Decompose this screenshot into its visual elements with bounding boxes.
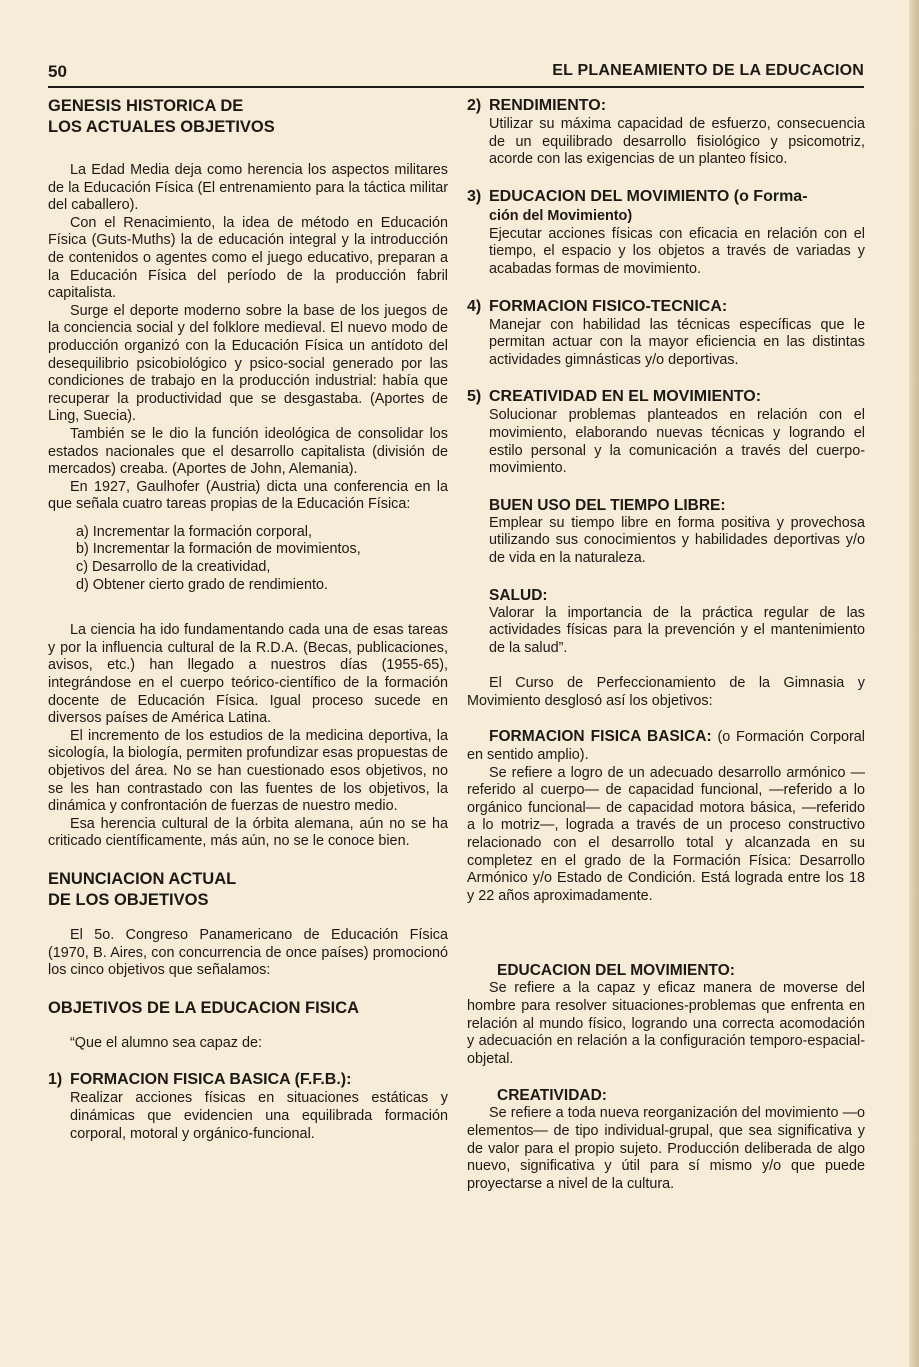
heading-line: GENESIS HISTORICA DE bbox=[48, 97, 244, 115]
paragraph: Esa herencia cultural de la órbita alemana, aún no se ha criticado científicamente, más aún, no se le conoce bien. bbox=[48, 815, 448, 850]
list-item: a) Incrementar la formación corporal, bbox=[76, 523, 312, 540]
objective-number: 4) bbox=[467, 297, 482, 315]
ffb-heading bbox=[467, 728, 865, 764]
left-column bbox=[48, 96, 448, 1143]
creatividad-body: Se refiere a toda nueva reorganización del movimiento —o elementos— de tipo individual-grupal, que sea significativa y de valor para el propio sujeto. Producción deliberada de algo nuevo, significativa y útil para sí mismo y/o que puede proyectarse a nivel de la cultura. bbox=[467, 1105, 865, 1192]
objective-body: Utilizar su máxima capacidad de esfuerzo, consecuencia de un equilibrado desarrollo fisiológico y psicomotriz, acorde con las exigencias de un planteo físico. bbox=[489, 116, 865, 168]
objective-body: Solucionar problemas planteados en relación con el movimiento, elaborando nuevas técnicas y logrando el estilo personal y la comunicación a través del cuerpo-movimiento. bbox=[489, 407, 865, 477]
objective-number: 2) bbox=[467, 97, 482, 114]
ffb-body: Se refiere a logro de un adecuado desarrollo armónico —referido al cuerpo— de capacidad funcional, —referido a lo orgánico funcional— de capacidad motora básica, —referido a lo motriz—, lograda a través de un proceso constructivo relacionado con el desarrollo total y alcanzada en su completez en el grado de la Formación Física: Desarrollo Armónico y/o Estado de Condición. Está lograda entre los 18 y 22 años aproximadamente. bbox=[467, 764, 865, 904]
page-edge-shadow bbox=[909, 0, 919, 1367]
objective-title bbox=[467, 96, 865, 116]
objective-title-text: RENDIMIENTO: bbox=[489, 97, 607, 114]
paragraph: Con el Renacimiento, la idea de método en Educación Física (Guts-Muths) la de educación integral y la introducción de contenidos o agentes como el juego educativo, preparan a la Educación Física del período de la producción fabril capitalista. bbox=[48, 214, 448, 302]
objective-title-text: FORMACION FISICA BASICA (F.F.B.): bbox=[70, 1071, 352, 1089]
paragraph: La Edad Media deja como herencia los aspectos militares de la Educación Física (El entrenamiento para la táctica militar del caballero). bbox=[48, 162, 448, 214]
objective-title bbox=[48, 1070, 448, 1090]
objective-5 bbox=[467, 387, 865, 477]
running-title: EL PLANEAMIENTO DE LA EDUCACION bbox=[552, 62, 864, 79]
page-number: 50 bbox=[48, 62, 67, 81]
quote-intro: “Que el alumno sea capaz de: bbox=[70, 1034, 262, 1051]
paragraph: En 1927, Gaulhofer (Austria) dicta una conferencia en la que señala cuatro tareas propias de la Educación Física: bbox=[48, 478, 448, 513]
salud-heading: SALUD: bbox=[489, 586, 548, 604]
educacion-movimiento-body: Se refiere a la capaz y eficaz manera de moverse del hombre para resolver situaciones-problemas que enfrenta en relación al mundo físico, logrando una correcta acomodación y adecuación en relación a la configuración temporo-espacial-objetal. bbox=[467, 980, 865, 1067]
objective-title bbox=[467, 297, 865, 317]
objective-number: 3) bbox=[467, 187, 482, 205]
objective-body: Realizar acciones físicas en situaciones estáticas y dinámicas que evidencien una equilibrada formación corporal, motoral y orgánico-funcional. bbox=[70, 1090, 448, 1142]
objective-title-text: CREATIVIDAD EN EL MOVIMIENTO: bbox=[489, 388, 762, 406]
curso-paragraph: El Curso de Perfeccionamiento de la Gimnasia y Movimiento desglosó así los objetivos: bbox=[467, 675, 865, 709]
list-item: b) Incrementar la formación de movimientos, bbox=[76, 541, 361, 558]
paragraph: También se le dio la función ideológica de consolidar los estados nacionales que el desarrollo capitalista (división de mercados) creaba. (Aportes de John, Alemania). bbox=[48, 425, 448, 478]
objective-title-text: EDUCACION DEL MOVIMIENTO (o Forma- bbox=[489, 187, 808, 205]
creatividad-heading: CREATIVIDAD: bbox=[497, 1087, 607, 1105]
paragraph: El incremento de los estudios de la medicina deportiva, la sicología, la biología, permiten profundizar esas propuestas de objetivos del área. No se han cuestionado esos objetivos, no se les han contrastado con las fuentes de los objetivos, la dinámica y confrontación de fuerzas de nuestro medio. bbox=[48, 727, 448, 815]
objective-title-text: FORMACION FISICO-TECNICA: bbox=[489, 297, 728, 315]
tasks-list bbox=[48, 524, 448, 594]
objective-number: 1) bbox=[48, 1071, 63, 1089]
tiempo-libre-heading: BUEN USO DEL TIEMPO LIBRE: bbox=[489, 496, 726, 514]
section-heading-enunciacion bbox=[48, 869, 448, 911]
objective-title bbox=[467, 387, 865, 407]
page-header bbox=[48, 62, 864, 88]
right-column bbox=[467, 96, 865, 1193]
objective-number: 5) bbox=[467, 388, 482, 406]
list-item: d) Obtener cierto grado de rendimiento. bbox=[76, 576, 328, 593]
list-item: c) Desarrollo de la creatividad, bbox=[76, 559, 271, 576]
paragraph: El 5o. Congreso Panamericano de Educación Física (1970, B. Aires, con concurrencia de once países) promocionó los cinco objetivos que señalamos: bbox=[48, 926, 448, 979]
ffb-title: FORMACION FISICA BASICA: bbox=[489, 728, 712, 746]
objective-title bbox=[467, 187, 865, 207]
section-heading-genesis bbox=[48, 96, 448, 138]
paragraph: La ciencia ha ido fundamentando cada una de esas tareas y por la influencia cultural de la R.D.A. (Becas, publicaciones, avisos, etc.) han llegado a nuestros días (1955-65), integrándose en el cuerpo teórico-científico de la formación docente de Educación Física. Igual proceso sucede en diversos países de América Latina. bbox=[48, 622, 448, 727]
objective-4 bbox=[467, 297, 865, 370]
ffb-title-rest: (o Formación Corporal en sentido amplio). bbox=[467, 729, 866, 764]
educacion-movimiento-heading: EDUCACION DEL MOVIMIENTO: bbox=[497, 962, 735, 980]
objective-2 bbox=[467, 96, 865, 169]
objective-body: Ejecutar acciones físicas con eficacia en relación con el tiempo, el espacio y los objetos a través de variadas y acabadas formas de movimiento. bbox=[489, 225, 865, 277]
paragraph: Surge el deporte moderno sobre la base de los juegos de la conciencia social y del folklore medieval. El nuevo modo de producción organizó con la Educación Física un antídoto del desequilibrio psicobiológico y psico-social generado por las condiciones de trabajo en la producción industrial: había que recuperar la productividad que se desgastaba. (Aportes de Ling, Suecia). bbox=[48, 302, 448, 425]
objective-body: Manejar con habilidad las técnicas específicas que le permitan actuar con la mayor eficiencia en las distintas actividades gimnásticas y/o deportivas. bbox=[489, 316, 865, 368]
section-heading-objetivos: OBJETIVOS DE LA EDUCACION FISICA bbox=[48, 998, 360, 1017]
heading-line: ENUNCIACION ACTUAL bbox=[48, 869, 237, 888]
heading-line: LOS ACTUALES OBJETIVOS bbox=[48, 118, 275, 136]
tiempo-libre-body: Emplear su tiempo libre en forma positiva y provechosa utilizando sus conocimientos y habilidades deportivas y/o de vida en la naturaleza. bbox=[489, 514, 865, 566]
salud-body: Valorar la importancia de la práctica regular de las actividades físicas para la prevención y el mantenimiento de la salud”. bbox=[489, 604, 865, 656]
heading-line: DE LOS OBJETIVOS bbox=[48, 890, 209, 909]
objective-title-continued: ción del Movimiento) bbox=[489, 207, 633, 224]
objective-3 bbox=[467, 187, 865, 279]
